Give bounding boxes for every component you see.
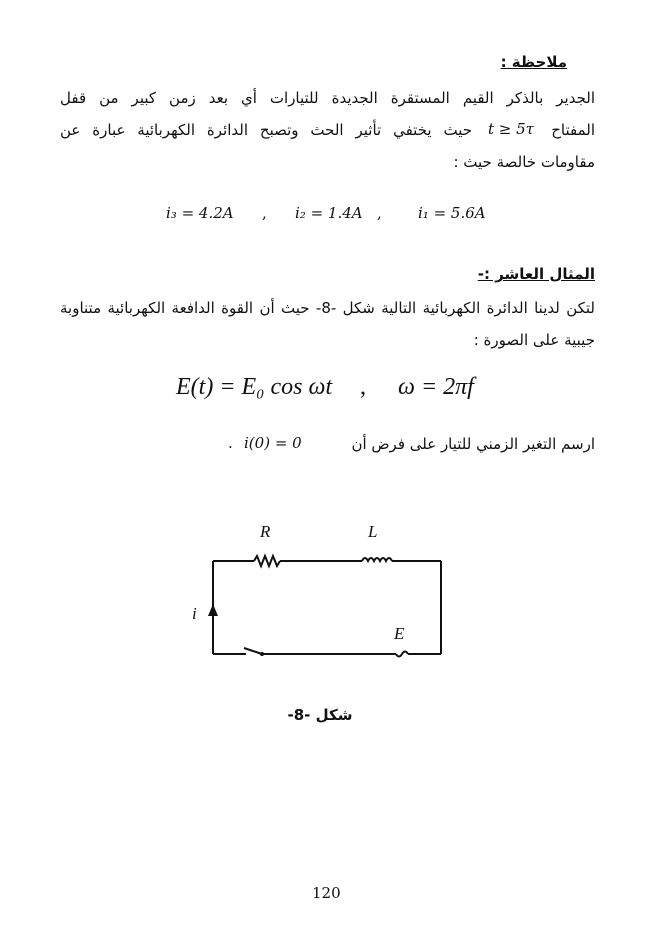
figure-caption: شكل -8- [287,706,353,724]
inductor-symbol [362,558,392,561]
page-number: 120 [312,884,341,902]
example-line-2: جيبية على الصورة : [473,331,595,349]
example-heading: المثال العاشر :- [477,265,595,283]
note-line-2-math: t ≥ 5τ [488,120,534,138]
current-sep-1: , [262,204,267,222]
example-line-1: لتكن لدينا الدائرة الكهربائية التالية شكل -8- حيث أن القوة الدافعة الكهربائية متناوبة [60,299,595,317]
instruction-text: ارسم التغير الزمني للتيار على فرض أن [351,435,595,453]
current-sep-2: , [377,204,382,222]
current-i1: i₁ = 5.6A [418,204,486,222]
label-R: R [260,522,271,541]
note-line-3: مقاومات خالصة حيث : [453,153,595,171]
instruction-period: . [228,434,233,452]
note-line-2-start: المفتاح [551,121,595,139]
current-arrow-icon [208,604,218,616]
label-L: L [368,522,378,541]
initial-condition: i(0) = 0 [244,434,302,452]
ac-source-symbol [396,652,408,657]
emf-equation: E(t) = E₀ cos ωt [176,374,333,400]
current-i2: i₂ = 1.4A [295,204,363,222]
label-i: i [192,604,197,623]
resistor-symbol [254,556,280,566]
switch-contact [260,652,264,656]
switch-symbol [244,648,262,654]
note-line-1: الجدير بالذكر القيم المستقرة الجديدة للتيارات أي بعد زمن كبير من قفل [60,89,595,107]
omega-equation: ω = 2πf [398,374,474,400]
emf-equation-separator: , [360,374,366,400]
note-heading: ملاحظة : [500,53,567,71]
note-line-2-rest: حيث يختفي تأثير الحث وتصبح الدائرة الكهربائية عبارة عن [60,121,472,139]
label-E: E [394,624,405,643]
current-i3: i₃ = 4.2A [166,204,234,222]
